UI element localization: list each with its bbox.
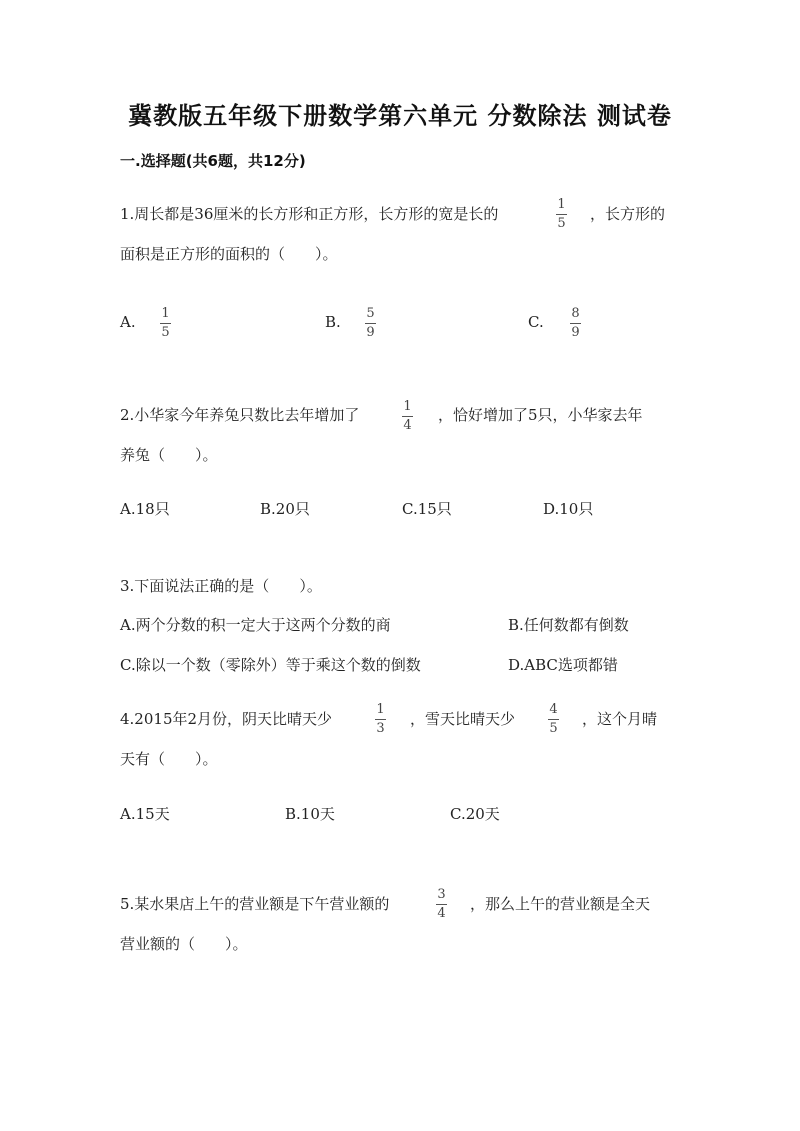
fraction — [375, 703, 386, 736]
option-a-label: A. — [120, 313, 136, 331]
fraction-bar — [548, 719, 559, 720]
question-text: 天有（ ）。 — [120, 750, 218, 768]
fraction-numerator: 5 — [366, 306, 375, 321]
fraction — [556, 198, 567, 231]
option-a: A.15天 — [120, 805, 170, 823]
fraction-denominator: 4 — [437, 906, 446, 921]
option-b: B.任何数都有倒数 — [508, 616, 629, 634]
fraction-bar — [160, 323, 171, 324]
fraction — [402, 400, 413, 433]
question-text: 养兔（ ）。 — [120, 446, 218, 464]
question-text: ，那么上午的营业额是全天 — [470, 895, 651, 913]
fraction-numerator: 4 — [549, 702, 558, 717]
option-a: A.两个分数的积一定大于这两个分数的商 — [120, 616, 391, 634]
fraction-denominator: 5 — [549, 721, 558, 736]
fraction-numerator: 1 — [403, 399, 412, 414]
fraction — [436, 888, 447, 921]
fraction-denominator: 5 — [557, 216, 566, 231]
fraction-numerator: 8 — [571, 306, 580, 321]
fraction-denominator: 3 — [376, 721, 385, 736]
question-text: ，雪天比晴天少 — [410, 710, 516, 728]
fraction-denominator: 9 — [366, 325, 375, 340]
fraction-numerator: 1 — [557, 197, 566, 212]
option-c: C.15只 — [402, 500, 452, 518]
fraction-denominator: 4 — [403, 418, 412, 433]
option-b: B.20只 — [260, 500, 310, 518]
option-d: D.ABC选项都错 — [508, 656, 618, 674]
fraction-numerator: 1 — [376, 702, 385, 717]
question-text: 营业额的（ ）。 — [120, 935, 248, 953]
question-text: ，这个月晴 — [582, 710, 658, 728]
question-text: ，长方形的 — [590, 205, 666, 223]
question-text: 5.某水果店上午的营业额是下午营业额的 — [120, 895, 390, 913]
question-text: 2.小华家今年养兔只数比去年增加了 — [120, 406, 360, 424]
fraction-numerator: 3 — [437, 887, 446, 902]
section-heading: 一.选择题(共6题，共12分) — [120, 152, 306, 170]
question-text: ，恰好增加了5只，小华家去年 — [438, 406, 643, 424]
question-text: 面积是正方形的面积的（ ）。 — [120, 245, 338, 263]
fraction-bar — [402, 416, 413, 417]
option-a: A.18只 — [120, 500, 170, 518]
fraction-denominator: 5 — [161, 325, 170, 340]
fraction-denominator: 9 — [571, 325, 580, 340]
question-text: 3.下面说法正确的是（ ）。 — [120, 577, 322, 595]
fraction-bar — [556, 214, 567, 215]
page-title: 冀教版五年级下册数学第六单元 分数除法 测试卷 — [128, 102, 672, 130]
option-c-fraction — [570, 307, 581, 340]
option-b-label: B. — [325, 313, 341, 331]
fraction-bar — [365, 323, 376, 324]
option-d: D.10只 — [543, 500, 594, 518]
question-text: 4.2015年2月份，阴天比晴天少 — [120, 710, 333, 728]
option-c-label: C. — [528, 313, 544, 331]
option-a-fraction — [160, 307, 171, 340]
fraction — [548, 703, 559, 736]
option-b-fraction — [365, 307, 376, 340]
fraction-numerator: 1 — [161, 306, 170, 321]
option-c: C.20天 — [450, 805, 500, 823]
option-b: B.10天 — [285, 805, 335, 823]
option-c: C.除以一个数（零除外）等于乘这个数的倒数 — [120, 656, 421, 674]
question-text: 1.周长都是36厘米的长方形和正方形，长方形的宽是长的 — [120, 205, 499, 223]
fraction-bar — [375, 719, 386, 720]
fraction-bar — [436, 904, 447, 905]
fraction-bar — [570, 323, 581, 324]
